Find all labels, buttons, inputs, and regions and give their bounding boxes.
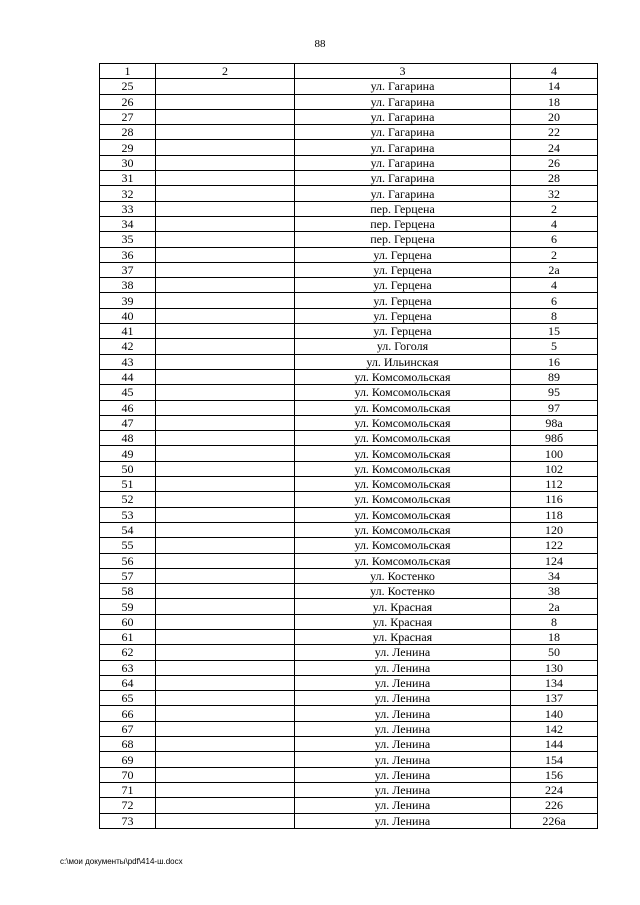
street-cell: пер. Герцена <box>295 232 511 247</box>
table-row <box>100 782 598 797</box>
empty-cell <box>156 415 295 430</box>
row-number-cell: 26 <box>100 94 156 109</box>
street-cell: ул. Костенко <box>295 584 511 599</box>
empty-cell <box>156 798 295 813</box>
table-row <box>100 79 598 94</box>
house-number-cell: 130 <box>511 660 598 675</box>
street-cell: ул. Ленина <box>295 691 511 706</box>
row-number-cell: 66 <box>100 706 156 721</box>
street-cell: ул. Гоголя <box>295 339 511 354</box>
table-row <box>100 446 598 461</box>
house-number-cell: 100 <box>511 446 598 461</box>
table-row <box>100 538 598 553</box>
empty-cell <box>156 369 295 384</box>
table-row <box>100 798 598 813</box>
house-number-cell: 226 <box>511 798 598 813</box>
house-number-cell: 18 <box>511 629 598 644</box>
empty-cell <box>156 599 295 614</box>
empty-cell <box>156 262 295 277</box>
column-header: 4 <box>511 64 598 79</box>
house-number-cell: 2 <box>511 201 598 216</box>
house-number-cell: 50 <box>511 645 598 660</box>
row-number-cell: 39 <box>100 293 156 308</box>
row-number-cell: 64 <box>100 675 156 690</box>
empty-cell <box>156 767 295 782</box>
street-cell: ул. Гагарина <box>295 79 511 94</box>
house-number-cell: 116 <box>511 492 598 507</box>
column-header: 3 <box>295 64 511 79</box>
empty-cell <box>156 660 295 675</box>
table-row <box>100 645 598 660</box>
table-row <box>100 553 598 568</box>
table-row <box>100 675 598 690</box>
table-row <box>100 278 598 293</box>
table-body <box>100 79 598 829</box>
row-number-cell: 50 <box>100 461 156 476</box>
street-cell: ул. Гагарина <box>295 109 511 124</box>
street-cell: ул. Ленина <box>295 737 511 752</box>
table-row <box>100 354 598 369</box>
house-number-cell: 14 <box>511 79 598 94</box>
empty-cell <box>156 461 295 476</box>
street-cell: ул. Гагарина <box>295 125 511 140</box>
address-table <box>99 63 598 829</box>
street-cell: ул. Комсомольская <box>295 477 511 492</box>
table-row <box>100 201 598 216</box>
street-cell: ул. Гагарина <box>295 171 511 186</box>
table-row <box>100 400 598 415</box>
table-row <box>100 140 598 155</box>
row-number-cell: 68 <box>100 737 156 752</box>
empty-cell <box>156 706 295 721</box>
empty-cell <box>156 584 295 599</box>
empty-cell <box>156 629 295 644</box>
empty-cell <box>156 568 295 583</box>
table-row <box>100 706 598 721</box>
street-cell: ул. Комсомольская <box>295 446 511 461</box>
house-number-cell: 28 <box>511 171 598 186</box>
house-number-cell: 34 <box>511 568 598 583</box>
street-cell: ул. Герцена <box>295 278 511 293</box>
house-number-cell: 224 <box>511 782 598 797</box>
street-cell: ул. Костенко <box>295 568 511 583</box>
empty-cell <box>156 125 295 140</box>
empty-cell <box>156 216 295 231</box>
table-row <box>100 721 598 736</box>
empty-cell <box>156 477 295 492</box>
row-number-cell: 63 <box>100 660 156 675</box>
row-number-cell: 34 <box>100 216 156 231</box>
house-number-cell: 22 <box>511 125 598 140</box>
house-number-cell: 144 <box>511 737 598 752</box>
table-row <box>100 813 598 828</box>
row-number-cell: 41 <box>100 324 156 339</box>
table-header-row <box>100 64 598 79</box>
row-number-cell: 59 <box>100 599 156 614</box>
table-row <box>100 293 598 308</box>
table-row <box>100 186 598 201</box>
street-cell: ул. Гагарина <box>295 94 511 109</box>
house-number-cell: 95 <box>511 385 598 400</box>
empty-cell <box>156 614 295 629</box>
table-row <box>100 660 598 675</box>
street-cell: ул. Герцена <box>295 262 511 277</box>
street-cell: ул. Герцена <box>295 308 511 323</box>
table-row <box>100 308 598 323</box>
table-row <box>100 216 598 231</box>
empty-cell <box>156 782 295 797</box>
street-cell: ул. Комсомольская <box>295 415 511 430</box>
house-number-cell: 26 <box>511 155 598 170</box>
street-cell: ул. Герцена <box>295 293 511 308</box>
row-number-cell: 71 <box>100 782 156 797</box>
table-row <box>100 629 598 644</box>
house-number-cell: 16 <box>511 354 598 369</box>
street-cell: ул. Красная <box>295 599 511 614</box>
row-number-cell: 31 <box>100 171 156 186</box>
row-number-cell: 48 <box>100 431 156 446</box>
row-number-cell: 36 <box>100 247 156 262</box>
empty-cell <box>156 247 295 262</box>
empty-cell <box>156 446 295 461</box>
house-number-cell: 4 <box>511 216 598 231</box>
empty-cell <box>156 201 295 216</box>
house-number-cell: 6 <box>511 293 598 308</box>
row-number-cell: 29 <box>100 140 156 155</box>
street-cell: ул. Герцена <box>295 324 511 339</box>
table-row <box>100 431 598 446</box>
row-number-cell: 51 <box>100 477 156 492</box>
row-number-cell: 46 <box>100 400 156 415</box>
table-row <box>100 568 598 583</box>
street-cell: ул. Комсомольская <box>295 369 511 384</box>
house-number-cell: 120 <box>511 522 598 537</box>
empty-cell <box>156 94 295 109</box>
table-row <box>100 614 598 629</box>
street-cell: ул. Комсомольская <box>295 538 511 553</box>
empty-cell <box>156 171 295 186</box>
row-number-cell: 44 <box>100 369 156 384</box>
table-row <box>100 339 598 354</box>
table-row <box>100 691 598 706</box>
street-cell: пер. Герцена <box>295 201 511 216</box>
empty-cell <box>156 155 295 170</box>
row-number-cell: 35 <box>100 232 156 247</box>
empty-cell <box>156 140 295 155</box>
empty-cell <box>156 492 295 507</box>
house-number-cell: 18 <box>511 94 598 109</box>
house-number-cell: 154 <box>511 752 598 767</box>
empty-cell <box>156 691 295 706</box>
street-cell: ул. Ленина <box>295 752 511 767</box>
table-row <box>100 752 598 767</box>
row-number-cell: 27 <box>100 109 156 124</box>
house-number-cell: 226а <box>511 813 598 828</box>
empty-cell <box>156 507 295 522</box>
row-number-cell: 55 <box>100 538 156 553</box>
street-cell: пер. Герцена <box>295 216 511 231</box>
house-number-cell: 24 <box>511 140 598 155</box>
street-cell: ул. Ленина <box>295 813 511 828</box>
empty-cell <box>156 186 295 201</box>
street-cell: ул. Ленина <box>295 675 511 690</box>
empty-cell <box>156 79 295 94</box>
street-cell: ул. Комсомольская <box>295 431 511 446</box>
house-number-cell: 140 <box>511 706 598 721</box>
street-cell: ул. Ленина <box>295 767 511 782</box>
page-number: 88 <box>314 38 326 50</box>
row-number-cell: 73 <box>100 813 156 828</box>
row-number-cell: 45 <box>100 385 156 400</box>
street-cell: ул. Комсомольская <box>295 553 511 568</box>
house-number-cell: 2 <box>511 247 598 262</box>
empty-cell <box>156 293 295 308</box>
row-number-cell: 56 <box>100 553 156 568</box>
house-number-cell: 98а <box>511 415 598 430</box>
street-cell: ул. Комсомольская <box>295 507 511 522</box>
row-number-cell: 58 <box>100 584 156 599</box>
house-number-cell: 134 <box>511 675 598 690</box>
house-number-cell: 20 <box>511 109 598 124</box>
empty-cell <box>156 339 295 354</box>
empty-cell <box>156 278 295 293</box>
row-number-cell: 61 <box>100 629 156 644</box>
row-number-cell: 38 <box>100 278 156 293</box>
empty-cell <box>156 538 295 553</box>
row-number-cell: 28 <box>100 125 156 140</box>
street-cell: ул. Ленина <box>295 660 511 675</box>
row-number-cell: 30 <box>100 155 156 170</box>
table-row <box>100 262 598 277</box>
empty-cell <box>156 553 295 568</box>
table-row <box>100 507 598 522</box>
empty-cell <box>156 813 295 828</box>
house-number-cell: 2а <box>511 599 598 614</box>
house-number-cell: 8 <box>511 614 598 629</box>
row-number-cell: 32 <box>100 186 156 201</box>
street-cell: ул. Красная <box>295 614 511 629</box>
street-cell: ул. Ленина <box>295 645 511 660</box>
empty-cell <box>156 431 295 446</box>
table-row <box>100 232 598 247</box>
table-row <box>100 171 598 186</box>
table-row <box>100 324 598 339</box>
table-row <box>100 599 598 614</box>
table-row <box>100 522 598 537</box>
empty-cell <box>156 752 295 767</box>
house-number-cell: 32 <box>511 186 598 201</box>
street-cell: ул. Комсомольская <box>295 492 511 507</box>
house-number-cell: 6 <box>511 232 598 247</box>
table-row <box>100 415 598 430</box>
row-number-cell: 25 <box>100 79 156 94</box>
table-row <box>100 767 598 782</box>
empty-cell <box>156 737 295 752</box>
row-number-cell: 53 <box>100 507 156 522</box>
row-number-cell: 57 <box>100 568 156 583</box>
street-cell: ул. Комсомольская <box>295 400 511 415</box>
house-number-cell: 124 <box>511 553 598 568</box>
house-number-cell: 142 <box>511 721 598 736</box>
street-cell: ул. Ленина <box>295 706 511 721</box>
street-cell: ул. Гагарина <box>295 155 511 170</box>
table-row <box>100 737 598 752</box>
empty-cell <box>156 400 295 415</box>
empty-cell <box>156 308 295 323</box>
row-number-cell: 42 <box>100 339 156 354</box>
table-row <box>100 385 598 400</box>
street-cell: ул. Ленина <box>295 782 511 797</box>
column-header: 2 <box>156 64 295 79</box>
house-number-cell: 122 <box>511 538 598 553</box>
house-number-cell: 112 <box>511 477 598 492</box>
house-number-cell: 8 <box>511 308 598 323</box>
row-number-cell: 40 <box>100 308 156 323</box>
row-number-cell: 69 <box>100 752 156 767</box>
street-cell: ул. Гагарина <box>295 140 511 155</box>
table-row <box>100 109 598 124</box>
street-cell: ул. Ленина <box>295 798 511 813</box>
house-number-cell: 156 <box>511 767 598 782</box>
house-number-cell: 97 <box>511 400 598 415</box>
empty-cell <box>156 721 295 736</box>
table-row <box>100 125 598 140</box>
table-row <box>100 155 598 170</box>
house-number-cell: 98б <box>511 431 598 446</box>
street-cell: ул. Ленина <box>295 721 511 736</box>
table-row <box>100 369 598 384</box>
empty-cell <box>156 324 295 339</box>
row-number-cell: 65 <box>100 691 156 706</box>
row-number-cell: 52 <box>100 492 156 507</box>
table-row <box>100 461 598 476</box>
row-number-cell: 43 <box>100 354 156 369</box>
row-number-cell: 47 <box>100 415 156 430</box>
street-cell: ул. Комсомольская <box>295 461 511 476</box>
house-number-cell: 118 <box>511 507 598 522</box>
row-number-cell: 62 <box>100 645 156 660</box>
table-row <box>100 584 598 599</box>
house-number-cell: 38 <box>511 584 598 599</box>
house-number-cell: 89 <box>511 369 598 384</box>
column-header: 1 <box>100 64 156 79</box>
street-cell: ул. Красная <box>295 629 511 644</box>
row-number-cell: 67 <box>100 721 156 736</box>
empty-cell <box>156 385 295 400</box>
table-row <box>100 94 598 109</box>
street-cell: ул. Герцена <box>295 247 511 262</box>
row-number-cell: 33 <box>100 201 156 216</box>
row-number-cell: 54 <box>100 522 156 537</box>
house-number-cell: 102 <box>511 461 598 476</box>
empty-cell <box>156 109 295 124</box>
empty-cell <box>156 232 295 247</box>
empty-cell <box>156 354 295 369</box>
empty-cell <box>156 675 295 690</box>
street-cell: ул. Комсомольская <box>295 385 511 400</box>
street-cell: ул. Гагарина <box>295 186 511 201</box>
house-number-cell: 15 <box>511 324 598 339</box>
row-number-cell: 49 <box>100 446 156 461</box>
street-cell: ул. Комсомольская <box>295 522 511 537</box>
house-number-cell: 4 <box>511 278 598 293</box>
house-number-cell: 137 <box>511 691 598 706</box>
table-row <box>100 247 598 262</box>
house-number-cell: 2а <box>511 262 598 277</box>
table-row <box>100 492 598 507</box>
empty-cell <box>156 645 295 660</box>
row-number-cell: 70 <box>100 767 156 782</box>
row-number-cell: 37 <box>100 262 156 277</box>
row-number-cell: 60 <box>100 614 156 629</box>
footer-file-path: c:\мои документы\pdf\414-ш.docx <box>60 857 183 866</box>
row-number-cell: 72 <box>100 798 156 813</box>
street-cell: ул. Ильинская <box>295 354 511 369</box>
empty-cell <box>156 522 295 537</box>
house-number-cell: 5 <box>511 339 598 354</box>
table-row <box>100 477 598 492</box>
